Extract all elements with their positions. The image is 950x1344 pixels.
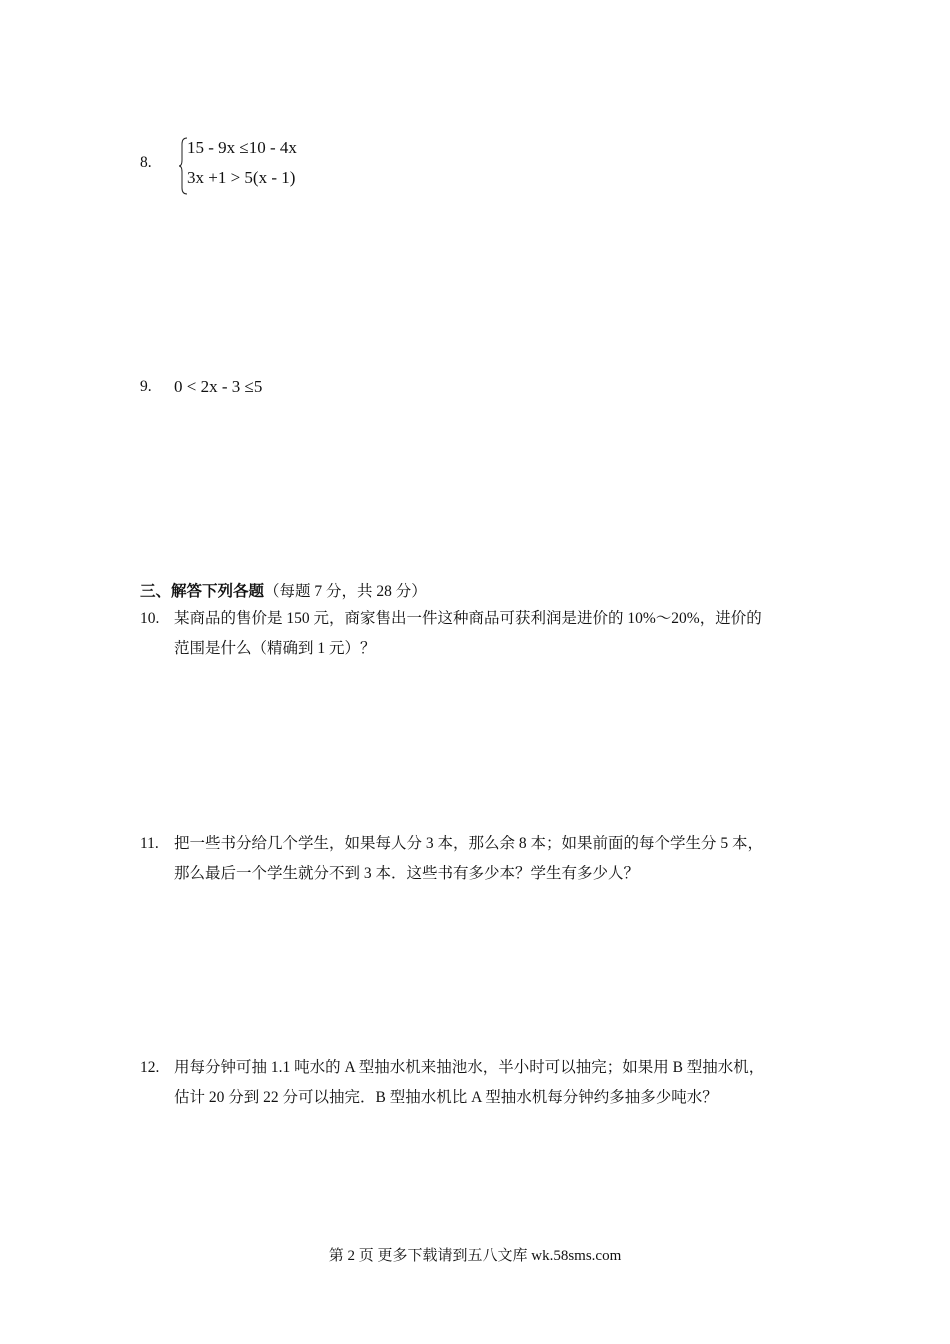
- problem-text-line: 范围是什么（精确到 1 元）？: [174, 640, 376, 657]
- problem-number: 10.: [140, 610, 160, 627]
- page-footer: 第 2 页 更多下载请到五八文库 wk.58sms.com: [328, 1248, 622, 1264]
- problem-text-line: 某商品的售价是 150 元，商家售出一件这种商品可获利润是进价的 10%～20%，进价的: [174, 610, 762, 627]
- problem-8: [140, 138, 440, 208]
- problem-9: [140, 372, 440, 402]
- problem-text-line: 那么最后一个学生就分不到 3 本．这些书有多少本？学生有多少人？: [174, 865, 640, 882]
- system-line-2: 3x +1 > 5(x - 1): [187, 168, 296, 187]
- problem-10: [140, 604, 820, 664]
- problem-number: 11.: [140, 835, 159, 852]
- section-header: [140, 580, 427, 604]
- section-note: （每题 7 分，共 28 分）: [264, 583, 427, 600]
- problem-number: 12.: [140, 1059, 160, 1076]
- problem-text-line: 把一些书分给几个学生，如果每人分 3 本，那么余 8 本；如果前面的每个学生分 5 本，: [174, 835, 764, 852]
- problem-number: 9.: [140, 378, 152, 395]
- problem-text-line: 用每分钟可抽 1.1 吨水的 A 型抽水机来抽池水，半小时可以抽完；如果用 B 型抽水机，: [174, 1059, 765, 1076]
- problem-12: [140, 1053, 820, 1113]
- problem-text-line: 估计 20 分到 22 分可以抽完．B 型抽水机比 A 型抽水机每分钟约多抽多少吨水？: [174, 1089, 718, 1106]
- inequality-expression: 0 < 2x - 3 ≤5: [174, 377, 263, 396]
- problem-11: [140, 829, 820, 889]
- section-title: 三、解答下列各题: [140, 583, 265, 600]
- problem-number: 8.: [140, 154, 152, 171]
- system-line-1: 15 - 9x ≤10 - 4x: [187, 138, 297, 157]
